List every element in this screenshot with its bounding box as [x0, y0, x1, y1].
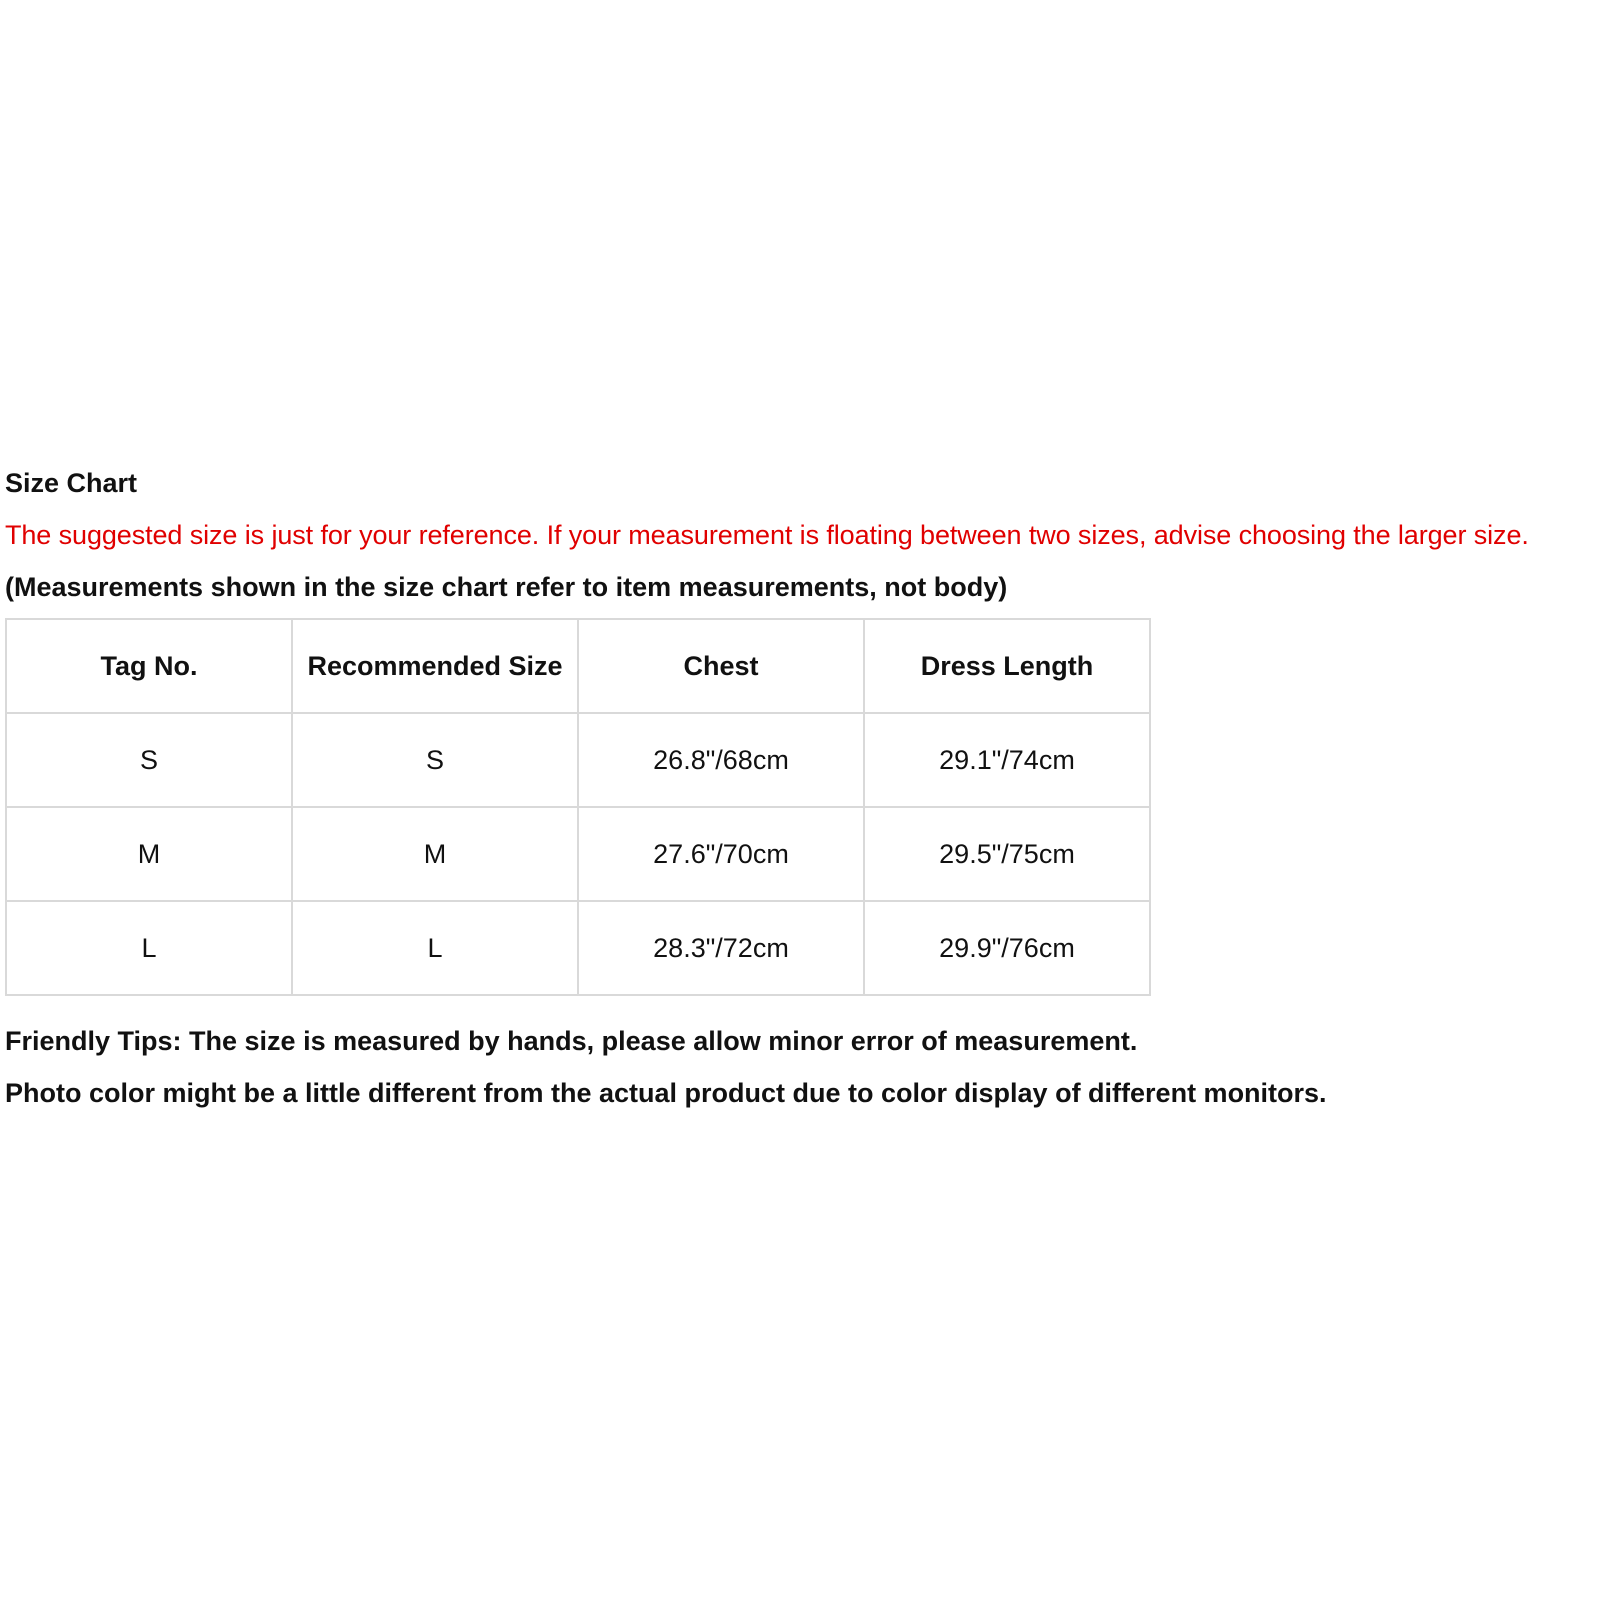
table-row	[6, 807, 1150, 901]
cell-tag-no: S	[6, 713, 292, 807]
cell-dress-length: 29.9"/76cm	[864, 901, 1150, 995]
table-header-row	[6, 619, 1150, 713]
table-row	[6, 713, 1150, 807]
measurement-note: (Measurements shown in the size chart refer to item measurements, not body)	[5, 572, 1008, 602]
cell-chest: 28.3"/72cm	[578, 901, 864, 995]
cell-tag-no: M	[6, 807, 292, 901]
size-chart-section	[5, 468, 1595, 1108]
cell-dress-length: 29.1"/74cm	[864, 713, 1150, 807]
size-suggestion-notice: The suggested size is just for your reference. If your measurement is floating between two sizes, advise choosing the larger size.	[5, 520, 1529, 550]
cell-recommended-size: L	[292, 901, 578, 995]
cell-chest: 26.8"/68cm	[578, 713, 864, 807]
header-tag-no: Tag No.	[6, 619, 292, 713]
header-recommended-size: Recommended Size	[292, 619, 578, 713]
header-dress-length: Dress Length	[864, 619, 1150, 713]
cell-recommended-size: S	[292, 713, 578, 807]
cell-dress-length: 29.5"/75cm	[864, 807, 1150, 901]
cell-recommended-size: M	[292, 807, 578, 901]
page-title: Size Chart	[5, 468, 138, 498]
table-row	[6, 901, 1150, 995]
size-table	[5, 618, 1151, 996]
cell-chest: 27.6"/70cm	[578, 807, 864, 901]
photo-color-note: Photo color might be a little different from the actual product due to color display of different monitors.	[5, 1078, 1327, 1108]
friendly-tips: Friendly Tips: The size is measured by hands, please allow minor error of measurement.	[5, 1026, 1138, 1056]
cell-tag-no: L	[6, 901, 292, 995]
header-chest: Chest	[578, 619, 864, 713]
